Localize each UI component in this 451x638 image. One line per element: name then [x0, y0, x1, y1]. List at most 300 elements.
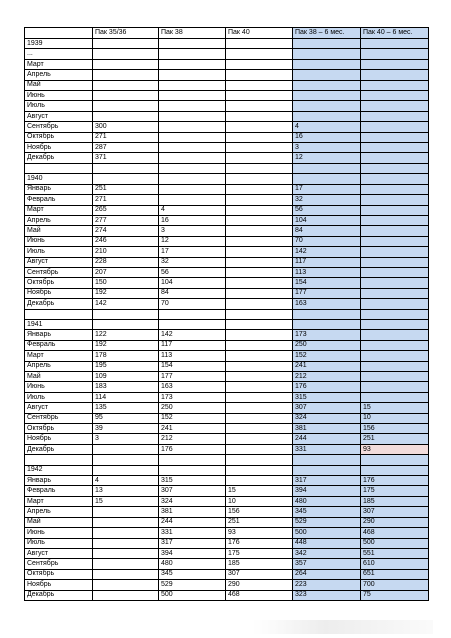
table-cell: 114	[93, 392, 159, 402]
table-cell: Май	[25, 226, 93, 236]
table-cell: 15	[93, 496, 159, 506]
table-cell	[93, 507, 159, 517]
table-cell: Март	[25, 59, 93, 69]
table-cell	[159, 195, 226, 205]
table-cell	[93, 465, 159, 475]
table-cell: Июль	[25, 392, 93, 402]
table-cell: 250	[159, 403, 226, 413]
table-cell: Март	[25, 496, 93, 506]
table-cell: 324	[293, 413, 361, 423]
table-cell	[293, 101, 361, 111]
table-cell	[93, 70, 159, 80]
table-row	[25, 340, 429, 350]
table-cell	[159, 101, 226, 111]
table-cell	[361, 49, 429, 59]
table-cell: 176	[159, 444, 226, 454]
table-cell	[361, 143, 429, 153]
table-cell: 331	[293, 444, 361, 454]
table-cell: Июнь	[25, 91, 93, 101]
table-cell	[361, 299, 429, 309]
table-cell	[293, 70, 361, 80]
table-cell	[361, 319, 429, 329]
table-cell: Декабрь	[25, 299, 93, 309]
table-cell: 10	[226, 496, 293, 506]
table-cell	[361, 351, 429, 361]
table-cell	[361, 59, 429, 69]
table-cell	[159, 111, 226, 121]
table-cell: 183	[93, 382, 159, 392]
table-cell: 4	[93, 476, 159, 486]
table-cell: 448	[293, 538, 361, 548]
table-cell: 142	[93, 299, 159, 309]
table-cell	[226, 319, 293, 329]
column-header: Пак 35/36	[93, 28, 159, 39]
table-cell: 317	[159, 538, 226, 548]
table-cell	[159, 143, 226, 153]
table-cell	[361, 330, 429, 340]
table-cell	[361, 372, 429, 382]
table-cell: 307	[226, 569, 293, 579]
table-row	[25, 559, 429, 569]
table-cell: 345	[159, 569, 226, 579]
table-row	[25, 195, 429, 205]
table-row	[25, 122, 429, 132]
table-cell	[159, 184, 226, 194]
table-cell: Апрель	[25, 215, 93, 225]
table-cell	[226, 59, 293, 69]
table-cell	[226, 288, 293, 298]
table-row	[25, 403, 429, 413]
table-cell	[93, 80, 159, 90]
table-cell: 381	[159, 507, 226, 517]
table-cell	[226, 184, 293, 194]
table-cell	[226, 465, 293, 475]
table-cell: 56	[159, 267, 226, 277]
table-cell	[361, 80, 429, 90]
table-cell: 84	[159, 288, 226, 298]
table-cell: 156	[226, 507, 293, 517]
header-row	[25, 28, 429, 39]
table-cell: 3	[159, 226, 226, 236]
table-cell	[159, 174, 226, 184]
table-cell	[226, 330, 293, 340]
table-row	[25, 580, 429, 590]
table-cell	[226, 174, 293, 184]
table-cell	[293, 49, 361, 59]
table-cell	[361, 392, 429, 402]
table-cell: 122	[93, 330, 159, 340]
table-cell: 212	[293, 372, 361, 382]
table-cell: Ноябрь	[25, 434, 93, 444]
table-cell: 307	[293, 403, 361, 413]
table-row	[25, 247, 429, 257]
table-cell: 15	[361, 403, 429, 413]
table-cell	[93, 319, 159, 329]
table-cell: Июнь	[25, 236, 93, 246]
table-cell: 290	[226, 580, 293, 590]
table-row	[25, 330, 429, 340]
table-cell: 75	[361, 590, 429, 600]
table-row	[25, 434, 429, 444]
table-cell	[293, 174, 361, 184]
table-cell: 135	[93, 403, 159, 413]
table-cell	[293, 111, 361, 121]
table-row	[25, 319, 429, 329]
table-cell: 323	[293, 590, 361, 600]
table-cell	[226, 257, 293, 267]
table-cell: Август	[25, 257, 93, 267]
table-cell	[361, 278, 429, 288]
table-cell: Март	[25, 351, 93, 361]
table-cell	[159, 163, 226, 173]
table-cell	[226, 132, 293, 142]
table-row	[25, 91, 429, 101]
table-cell	[293, 80, 361, 90]
table-cell	[226, 361, 293, 371]
column-header	[25, 28, 93, 39]
table-row	[25, 205, 429, 215]
table-cell: Декабрь	[25, 444, 93, 454]
table-cell	[226, 392, 293, 402]
table-cell: Февраль	[25, 340, 93, 350]
table-row	[25, 424, 429, 434]
table-cell: Сентябрь	[25, 267, 93, 277]
table-row	[25, 163, 429, 173]
table-cell: 468	[361, 528, 429, 538]
table-cell	[226, 413, 293, 423]
table-cell: 1942	[25, 465, 93, 475]
table-cell	[226, 101, 293, 111]
table-cell: Ноябрь	[25, 143, 93, 153]
table-cell: 251	[361, 434, 429, 444]
table-cell	[361, 101, 429, 111]
table-cell: 4	[293, 122, 361, 132]
table-cell: 117	[159, 340, 226, 350]
table-cell: 150	[93, 278, 159, 288]
table-cell	[226, 476, 293, 486]
table-cell	[226, 226, 293, 236]
table-cell: 3	[293, 143, 361, 153]
table-cell: 178	[93, 351, 159, 361]
table-cell	[226, 122, 293, 132]
production-table	[24, 27, 429, 601]
table-cell	[93, 528, 159, 538]
table-cell: 345	[293, 507, 361, 517]
table-cell	[361, 257, 429, 267]
table-cell	[159, 319, 226, 329]
table-row	[25, 309, 429, 319]
table-cell: Май	[25, 80, 93, 90]
table-cell: 176	[226, 538, 293, 548]
table-cell: 32	[293, 195, 361, 205]
table-cell	[361, 153, 429, 163]
table-cell: Июль	[25, 101, 93, 111]
table-cell	[93, 444, 159, 454]
table-cell: Январь	[25, 476, 93, 486]
table-cell: 113	[293, 267, 361, 277]
table-cell	[159, 153, 226, 163]
table-cell	[93, 548, 159, 558]
table-row	[25, 361, 429, 371]
table-cell	[361, 91, 429, 101]
table-cell: Август	[25, 111, 93, 121]
table-cell: 651	[361, 569, 429, 579]
table-row	[25, 392, 429, 402]
table-cell	[226, 309, 293, 319]
table-cell: 307	[159, 486, 226, 496]
table-row	[25, 372, 429, 382]
table-cell	[361, 39, 429, 49]
table-cell	[293, 319, 361, 329]
table-row	[25, 101, 429, 111]
table-row	[25, 132, 429, 142]
column-header: Пак 38 – 6 мес.	[293, 28, 361, 39]
table-cell	[159, 80, 226, 90]
table-row	[25, 236, 429, 246]
table-cell: 500	[361, 538, 429, 548]
table-cell: 271	[93, 132, 159, 142]
table-cell	[293, 91, 361, 101]
table-cell: 16	[159, 215, 226, 225]
table-cell	[293, 163, 361, 173]
table-cell: 3	[93, 434, 159, 444]
table-cell	[93, 309, 159, 319]
table-cell: 163	[159, 382, 226, 392]
table-cell	[93, 580, 159, 590]
table-cell: 156	[361, 424, 429, 434]
table-cell	[226, 403, 293, 413]
table-cell: 84	[293, 226, 361, 236]
table-cell: 394	[293, 486, 361, 496]
table-cell: 277	[93, 215, 159, 225]
table-cell: 15	[226, 486, 293, 496]
table-cell: 12	[293, 153, 361, 163]
column-header: Пак 40 – 6 мес.	[361, 28, 429, 39]
table-row	[25, 39, 429, 49]
table-row	[25, 351, 429, 361]
table-row	[25, 496, 429, 506]
table-cell	[226, 205, 293, 215]
table-cell: Август	[25, 403, 93, 413]
table-cell: 551	[361, 548, 429, 558]
table-cell	[226, 236, 293, 246]
table-row	[25, 70, 429, 80]
table-cell: Октябрь	[25, 278, 93, 288]
table-cell: 342	[293, 548, 361, 558]
table-cell	[25, 309, 93, 319]
table-cell	[159, 70, 226, 80]
table-cell: 142	[293, 247, 361, 257]
table-cell	[361, 465, 429, 475]
table-cell: 210	[93, 247, 159, 257]
table-cell: 500	[293, 528, 361, 538]
table-cell: Май	[25, 517, 93, 527]
table-cell: 142	[159, 330, 226, 340]
table-row	[25, 288, 429, 298]
table-cell: 228	[93, 257, 159, 267]
table-cell	[361, 309, 429, 319]
table-cell	[159, 309, 226, 319]
table-cell	[361, 122, 429, 132]
table-cell: 250	[293, 340, 361, 350]
table-cell	[361, 247, 429, 257]
table-cell: Апрель	[25, 70, 93, 80]
table-row	[25, 476, 429, 486]
table-cell: 10	[361, 413, 429, 423]
table-row	[25, 267, 429, 277]
table-cell: 315	[293, 392, 361, 402]
table-cell: 357	[293, 559, 361, 569]
table-cell: 176	[293, 382, 361, 392]
watermark-smudge	[253, 620, 433, 634]
table-cell	[159, 39, 226, 49]
table-cell: Декабрь	[25, 153, 93, 163]
table-cell	[293, 309, 361, 319]
table-cell: Апрель	[25, 507, 93, 517]
table-cell	[361, 340, 429, 350]
table-cell	[93, 517, 159, 527]
table-row	[25, 455, 429, 465]
table-cell: 246	[93, 236, 159, 246]
table-cell: 175	[361, 486, 429, 496]
table-cell	[226, 111, 293, 121]
table-cell: Сентябрь	[25, 413, 93, 423]
table-cell	[159, 91, 226, 101]
table-cell	[93, 59, 159, 69]
table-row	[25, 548, 429, 558]
table-cell: Июнь	[25, 528, 93, 538]
table-cell	[159, 132, 226, 142]
table-cell	[226, 70, 293, 80]
table-cell	[93, 174, 159, 184]
table-cell: 244	[159, 517, 226, 527]
table-cell	[293, 465, 361, 475]
table-cell: 251	[226, 517, 293, 527]
table-cell	[93, 569, 159, 579]
table-cell: 265	[93, 205, 159, 215]
table-cell: 93	[226, 528, 293, 538]
table-cell: Ноябрь	[25, 288, 93, 298]
table-cell: 287	[93, 143, 159, 153]
table-cell: 223	[293, 580, 361, 590]
table-cell: 70	[293, 236, 361, 246]
table-cell: 56	[293, 205, 361, 215]
table-row	[25, 226, 429, 236]
table-cell	[226, 267, 293, 277]
table-cell	[361, 382, 429, 392]
table-cell	[226, 163, 293, 173]
table-row	[25, 80, 429, 90]
table-cell: 207	[93, 267, 159, 277]
table-cell: 331	[159, 528, 226, 538]
table-cell	[226, 49, 293, 59]
table-cell: 271	[93, 195, 159, 205]
table-cell: 16	[293, 132, 361, 142]
table-cell	[361, 195, 429, 205]
table-cell: Май	[25, 372, 93, 382]
table-cell: 394	[159, 548, 226, 558]
table-cell: 173	[293, 330, 361, 340]
table-cell: 480	[293, 496, 361, 506]
table-row	[25, 143, 429, 153]
table-cell: 500	[159, 590, 226, 600]
table-cell: 480	[159, 559, 226, 569]
table-cell: 39	[93, 424, 159, 434]
table-cell: 192	[93, 340, 159, 350]
table-cell: 17	[159, 247, 226, 257]
table-cell: Июль	[25, 247, 93, 257]
table-cell	[226, 299, 293, 309]
table-cell: 109	[93, 372, 159, 382]
table-cell	[226, 143, 293, 153]
table-cell	[361, 111, 429, 121]
table-cell	[93, 590, 159, 600]
table-cell	[226, 91, 293, 101]
table-cell	[25, 163, 93, 173]
table-cell	[93, 111, 159, 121]
column-header: Пак 40	[226, 28, 293, 39]
table-cell: 154	[159, 361, 226, 371]
table-cell	[361, 236, 429, 246]
table-cell: 381	[293, 424, 361, 434]
table-cell	[361, 361, 429, 371]
table-cell: 1939	[25, 39, 93, 49]
table-cell	[226, 80, 293, 90]
table-cell	[226, 434, 293, 444]
table-row	[25, 538, 429, 548]
table-cell: 4	[159, 205, 226, 215]
table-cell	[159, 122, 226, 132]
table-row	[25, 49, 429, 59]
table-cell	[293, 455, 361, 465]
table-cell: 317	[293, 476, 361, 486]
table-row	[25, 413, 429, 423]
table-cell: 13	[93, 486, 159, 496]
table-cell: Сентябрь	[25, 122, 93, 132]
table-cell	[361, 163, 429, 173]
table-cell	[226, 444, 293, 454]
table-cell: Февраль	[25, 486, 93, 496]
table-cell: Июнь	[25, 382, 93, 392]
table-cell: 610	[361, 559, 429, 569]
table-cell	[361, 132, 429, 142]
table-row	[25, 444, 429, 454]
table-cell: Октябрь	[25, 569, 93, 579]
table-cell	[93, 39, 159, 49]
table-cell: 244	[293, 434, 361, 444]
table-row	[25, 174, 429, 184]
table-cell: 468	[226, 590, 293, 600]
table-cell: Сентябрь	[25, 559, 93, 569]
table-cell: 371	[93, 153, 159, 163]
table-cell: Январь	[25, 184, 93, 194]
table-cell: 315	[159, 476, 226, 486]
table-cell: ...	[25, 49, 93, 59]
table-cell: 1940	[25, 174, 93, 184]
table-cell: 163	[293, 299, 361, 309]
table-cell: 264	[293, 569, 361, 579]
table-cell	[226, 39, 293, 49]
table-cell: 177	[293, 288, 361, 298]
table-row	[25, 257, 429, 267]
table-row	[25, 507, 429, 517]
table-cell: 152	[293, 351, 361, 361]
table-cell	[293, 59, 361, 69]
table-cell: Октябрь	[25, 424, 93, 434]
table-cell: 104	[293, 215, 361, 225]
table-cell: 324	[159, 496, 226, 506]
table-cell: 113	[159, 351, 226, 361]
